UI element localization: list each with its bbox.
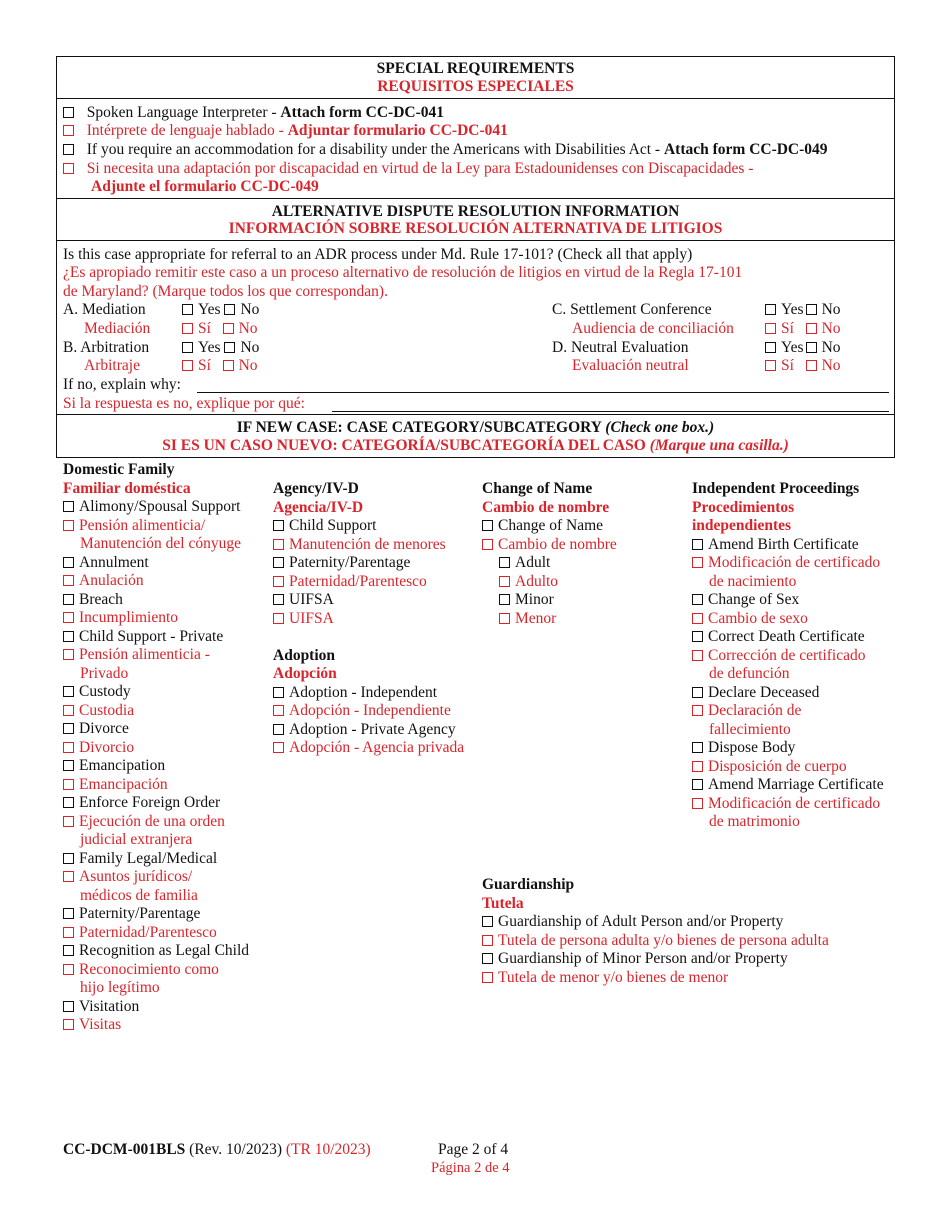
ada-option-es-cont: Adjunte el formulario CC-DC-049 — [91, 178, 319, 195]
option-es[interactable] — [63, 868, 249, 887]
adr-question: Is this case appropriate for referral to an ADR process under Md. Rule 17-101? (Check all that apply) — [63, 246, 693, 263]
option-label: Guardianship of Minor Person and/or Property — [498, 950, 788, 967]
checkbox[interactable] — [223, 360, 234, 371]
checkbox[interactable] — [63, 1019, 74, 1030]
interpreter-option-es[interactable]: Intérprete de lenguaje hablado - Adjuntar formulario CC-DC-041 — [63, 122, 508, 141]
checkbox[interactable] — [223, 323, 234, 334]
adr-mediation-label: A. Mediation — [63, 301, 146, 318]
option-es[interactable] — [273, 573, 464, 592]
name-change-minor[interactable]: Minor — [482, 591, 617, 610]
option[interactable] — [63, 683, 249, 702]
adr-question-es-2: de Maryland? (Marque todos los que correspondan). — [63, 283, 388, 300]
option-label: de matrimonio — [709, 813, 800, 830]
option-label: Recognition as Legal Child — [79, 942, 250, 959]
checkbox[interactable] — [692, 761, 703, 772]
checkbox[interactable] — [63, 964, 74, 975]
option-label: Correct Death Certificate — [708, 628, 865, 645]
option-label: Adopción - Agencia privada — [289, 739, 465, 756]
arbitration-yes-no[interactable]: Yes No — [182, 339, 259, 358]
divider — [56, 240, 895, 241]
option-es[interactable] — [692, 554, 884, 573]
option-es-cont — [63, 665, 249, 684]
special-title-en: SPECIAL REQUIREMENTS — [376, 60, 575, 77]
independent-column — [692, 480, 884, 832]
option-label: Adoption - Private Agency — [289, 720, 456, 738]
option[interactable] — [273, 517, 464, 536]
checkbox[interactable] — [765, 360, 776, 371]
option[interactable] — [692, 776, 884, 795]
option-label: Declaración de — [708, 702, 802, 719]
option[interactable] — [63, 628, 249, 647]
option[interactable] — [63, 720, 249, 739]
checkbox[interactable] — [273, 539, 284, 550]
checkbox[interactable] — [273, 613, 284, 624]
name-change-column — [482, 480, 617, 628]
option-label: Child Support — [289, 517, 377, 534]
option-es[interactable] — [63, 702, 249, 721]
adr-settlement-label: C. Settlement Conference — [552, 301, 712, 318]
divider — [56, 98, 895, 99]
checkbox[interactable] — [63, 927, 74, 938]
interpreter-option[interactable]: Spoken Language Interpreter - Attach form CC-DC-041 — [63, 104, 444, 123]
option-es[interactable] — [273, 702, 464, 721]
checkbox[interactable] — [482, 972, 493, 983]
checkbox[interactable] — [182, 323, 193, 334]
checkbox[interactable] — [692, 650, 703, 661]
checkbox[interactable] — [692, 613, 703, 624]
option-es[interactable] — [273, 739, 464, 758]
checkbox[interactable] — [224, 342, 235, 353]
option-label: Declare Deceased — [708, 683, 820, 701]
checkbox[interactable] — [806, 360, 817, 371]
settlement-yes-no[interactable]: Yes No — [765, 301, 841, 320]
checkbox[interactable] — [63, 871, 74, 882]
checkbox[interactable] — [499, 594, 510, 605]
form-number: CC-DCM-001BLS (Rev. 10/2023) (TR 10/2023) — [63, 1141, 371, 1158]
checkbox[interactable] — [63, 779, 74, 790]
option-es-cont — [692, 721, 884, 740]
checkbox[interactable] — [63, 612, 74, 623]
checkbox[interactable] — [692, 631, 703, 642]
option-es-cont — [692, 665, 884, 684]
checkbox[interactable] — [63, 144, 74, 155]
mediation-yes-no[interactable]: Yes No — [182, 301, 259, 320]
option-label: UIFSA — [289, 591, 334, 608]
guardianship-head-es: Tutela — [482, 894, 524, 912]
option-label: Alimony/Spousal Support — [79, 498, 241, 515]
option[interactable] — [63, 794, 249, 813]
option-label: judicial extranjera — [80, 831, 193, 848]
independent-head: Independent Proceedings — [692, 480, 860, 497]
newcase-title-es: SI ES UN CASO NUEVO: CATEGORÍA/SUBCATEGORÍA DEL CASO (Marque una casilla.) — [162, 437, 789, 454]
option[interactable] — [273, 721, 464, 740]
name-change-option[interactable]: Change of Name — [482, 517, 617, 536]
name-change-adult-es[interactable]: Adulto — [482, 573, 617, 592]
checkbox[interactable] — [224, 304, 235, 315]
agency-column — [273, 480, 464, 758]
option-label: hijo legítimo — [80, 979, 160, 996]
checkbox[interactable] — [482, 520, 493, 531]
independent-head-es-2: independientes — [692, 517, 792, 534]
checkbox[interactable] — [63, 163, 74, 174]
option-label: Enforce Foreign Order — [79, 794, 221, 811]
option-label: Incumplimiento — [79, 609, 179, 626]
option-label: Pensión alimenticia - — [79, 646, 210, 663]
checkbox[interactable] — [63, 501, 74, 512]
newcase-title-en: IF NEW CASE: CASE CATEGORY/SUBCATEGORY (Check one box.) — [236, 419, 715, 436]
option[interactable] — [692, 684, 884, 703]
agency-list — [273, 517, 464, 628]
checkbox[interactable] — [63, 908, 74, 919]
option-label: Annulment — [79, 553, 149, 571]
checkbox[interactable] — [273, 687, 284, 698]
option-es[interactable] — [692, 758, 884, 777]
checkbox[interactable] — [499, 557, 510, 568]
option-label: Emancipación — [79, 775, 168, 793]
option[interactable] — [692, 739, 884, 758]
option-label: Amend Marriage Certificate — [708, 776, 884, 793]
option[interactable] — [692, 628, 884, 647]
checkbox[interactable] — [63, 723, 74, 734]
option-label: de nacimiento — [709, 572, 797, 590]
checkbox[interactable] — [182, 360, 193, 371]
settlement-si-no[interactable]: Sí No — [765, 320, 841, 339]
option-label: UIFSA — [289, 609, 334, 627]
option-label: Paternidad/Parentesco — [289, 572, 427, 590]
option-label: Paternity/Parentage — [289, 554, 411, 571]
option-label: médicos de familia — [80, 886, 198, 904]
adr-settlement-label-es: Audiencia de conciliación — [572, 320, 734, 337]
option-label: de defunción — [709, 665, 790, 682]
checkbox[interactable] — [63, 945, 74, 956]
option-label: Tutela de menor y/o bienes de menor — [498, 968, 729, 986]
adr-title-es: INFORMACIÓN SOBRE RESOLUCIÓN ALTERNATIVA DE LITIGIOS — [228, 220, 723, 237]
special-title-es: REQUISITOS ESPECIALES — [377, 78, 574, 95]
checkbox[interactable] — [482, 935, 493, 946]
option-label: Adoption - Independent — [289, 683, 438, 701]
ada-option[interactable]: If you require an accommodation for a disability under the Americans with Disabilities Act - Attach form CC-DC-049 — [63, 141, 828, 160]
option-label: fallecimiento — [709, 720, 791, 738]
checkbox[interactable] — [692, 687, 703, 698]
option-es[interactable] — [63, 572, 249, 591]
option-label: Asuntos jurídicos/ — [79, 868, 193, 885]
domestic-family-column — [63, 461, 249, 1035]
checkbox[interactable] — [63, 594, 74, 605]
option-label: Disposición de cuerpo — [708, 757, 847, 775]
page-number-es: Página 2 de 4 — [431, 1160, 510, 1176]
checkbox[interactable] — [692, 539, 703, 550]
arbitration-si-no[interactable]: Sí No — [182, 357, 258, 376]
option-label: Pensión alimenticia/ — [79, 516, 206, 534]
option-es-cont — [63, 535, 249, 554]
option-label: Reconocimiento como — [79, 960, 219, 978]
divider — [56, 198, 895, 199]
checkbox[interactable] — [182, 342, 193, 353]
option-label: Family Legal/Medical — [79, 849, 218, 867]
checkbox[interactable] — [63, 520, 74, 531]
option-label: Modificación de certificado — [708, 794, 881, 812]
checkbox[interactable] — [806, 323, 817, 334]
checkbox[interactable] — [765, 323, 776, 334]
option-label: Ejecución de una orden — [79, 812, 225, 830]
checkbox[interactable] — [63, 686, 74, 697]
checkbox[interactable] — [63, 575, 74, 586]
checkbox[interactable] — [273, 742, 284, 753]
checkbox[interactable] — [182, 304, 193, 315]
option[interactable] — [63, 998, 249, 1017]
explain-label-es: Si la respuesta es no, explique por qué: — [63, 395, 305, 412]
option-es[interactable] — [63, 776, 249, 795]
option-label: Change of Sex — [708, 591, 800, 608]
guardianship-column — [482, 876, 829, 987]
adr-title-en: ALTERNATIVE DISPUTE RESOLUTION INFORMATION — [271, 203, 680, 220]
guardianship-list — [482, 913, 829, 987]
guardianship-head: Guardianship — [482, 876, 575, 893]
name-change-head: Change of Name — [482, 480, 593, 497]
option[interactable] — [63, 942, 249, 961]
option-label: Breach — [79, 590, 123, 608]
option-label: Visitation — [79, 997, 140, 1015]
option-es-cont — [63, 887, 249, 906]
explain-field[interactable] — [197, 392, 889, 393]
checkbox[interactable] — [806, 342, 817, 353]
option-es[interactable] — [63, 517, 249, 536]
explain-label: If no, explain why: — [63, 376, 181, 393]
option-label: Divorcio — [79, 738, 135, 756]
checkbox[interactable] — [806, 304, 817, 315]
checkbox[interactable] — [63, 742, 74, 753]
option-es[interactable] — [63, 1016, 249, 1035]
option-es[interactable] — [692, 647, 884, 666]
option-label: Cambio de sexo — [708, 609, 808, 627]
adr-arbitration-label: B. Arbitration — [63, 339, 150, 356]
checkbox[interactable] — [482, 916, 493, 927]
option-es-cont — [63, 831, 249, 850]
neutral-si-no[interactable]: Sí No — [765, 357, 841, 376]
ada-option-es[interactable]: Si necesita una adaptación por discapacidad en virtud de la Ley para Estadounidenses con Discapacidades - — [63, 160, 753, 179]
option-es[interactable] — [273, 610, 464, 629]
option[interactable] — [273, 591, 464, 610]
option[interactable] — [63, 850, 249, 869]
checkbox[interactable] — [765, 304, 776, 315]
option-label: Manutención de menores — [289, 535, 446, 553]
checkbox[interactable] — [692, 594, 703, 605]
agency-head: Agency/IV-D — [273, 480, 359, 497]
option-es[interactable] — [273, 536, 464, 555]
option-es[interactable] — [63, 961, 249, 980]
checkbox[interactable] — [273, 557, 284, 568]
adr-mediation-label-es: Mediación — [84, 320, 151, 337]
option-label: Dispose Body — [708, 739, 796, 756]
option-es[interactable] — [482, 969, 829, 988]
option-label: Divorce — [79, 720, 129, 737]
checkbox[interactable] — [273, 576, 284, 587]
option-label: Corrección de certificado — [708, 646, 866, 664]
option-es[interactable] — [63, 924, 249, 943]
option[interactable] — [63, 591, 249, 610]
checkbox[interactable] — [63, 107, 74, 118]
option[interactable] — [63, 905, 249, 924]
option-label: Adopción - Independiente — [289, 702, 451, 719]
domestic-head: Domestic Family — [63, 461, 175, 478]
checkbox[interactable] — [482, 539, 493, 550]
option-es[interactable] — [692, 610, 884, 629]
option-label: Modificación de certificado — [708, 554, 881, 571]
option-label: Emancipation — [79, 757, 166, 774]
checkbox[interactable] — [273, 724, 284, 735]
checkbox[interactable] — [692, 798, 703, 809]
explain-field-es[interactable] — [332, 411, 889, 412]
adr-question-es: ¿Es apropiado remitir este caso a un proceso alternativo de resolución de litigios en virtud de la Regla 17-101 — [63, 264, 743, 281]
option-label: Visitas — [79, 1016, 122, 1033]
checkbox[interactable] — [765, 342, 776, 353]
independent-head-es: Procedimientos — [692, 498, 795, 516]
checkbox[interactable] — [63, 705, 74, 716]
checkbox[interactable] — [63, 631, 74, 642]
checkbox[interactable] — [273, 705, 284, 716]
adoption-head: Adoption — [273, 646, 336, 664]
option[interactable] — [63, 757, 249, 776]
name-change-minor-es[interactable]: Menor — [482, 610, 617, 629]
option-label: Amend Birth Certificate — [708, 535, 859, 553]
option-es-cont — [692, 573, 884, 592]
neutral-yes-no[interactable]: Yes No — [765, 339, 841, 358]
divider — [56, 414, 895, 415]
name-change-option-es[interactable]: Cambio de nombre — [482, 536, 617, 555]
option-label: Paternity/Parentage — [79, 905, 201, 922]
checkbox[interactable] — [63, 1001, 74, 1012]
option-label: Custodia — [79, 701, 135, 719]
checkbox[interactable] — [273, 520, 284, 531]
option-label: Anulación — [79, 572, 144, 589]
checkbox[interactable] — [482, 953, 493, 964]
option-es[interactable] — [63, 646, 249, 665]
checkbox[interactable] — [273, 594, 284, 605]
option-es[interactable] — [63, 739, 249, 758]
option-es[interactable] — [692, 702, 884, 721]
adoption-head-es: Adopción — [273, 665, 337, 682]
option-es-cont — [692, 813, 884, 832]
option[interactable] — [63, 554, 249, 573]
checkbox[interactable] — [692, 779, 703, 790]
option[interactable] — [482, 913, 829, 932]
adr-neutral-label-es: Evaluación neutral — [572, 357, 689, 374]
option-label: Custody — [79, 683, 131, 700]
checkbox[interactable] — [63, 816, 74, 827]
checkbox[interactable] — [692, 705, 703, 716]
checkbox[interactable] — [63, 797, 74, 808]
option[interactable] — [692, 591, 884, 610]
checkbox[interactable] — [63, 557, 74, 568]
option-es-cont — [63, 979, 249, 998]
checkbox[interactable] — [63, 125, 74, 136]
domestic-list — [63, 498, 249, 1035]
option[interactable] — [273, 554, 464, 573]
option[interactable] — [692, 536, 884, 555]
page-number: Page 2 of 4 — [438, 1141, 509, 1158]
option[interactable] — [63, 498, 249, 517]
option-label: Privado — [80, 664, 129, 682]
name-change-head-es: Cambio de nombre — [482, 498, 610, 516]
name-change-adult[interactable]: Adult — [482, 554, 617, 573]
checkbox[interactable] — [63, 760, 74, 771]
checkbox[interactable] — [499, 576, 510, 587]
option-es[interactable] — [63, 609, 249, 628]
independent-list — [692, 536, 884, 832]
checkbox[interactable] — [692, 742, 703, 753]
option-label: Tutela de persona adulta y/o bienes de persona adulta — [498, 931, 829, 949]
checkbox[interactable] — [499, 613, 510, 624]
mediation-si-no[interactable]: Sí No — [182, 320, 258, 339]
option-es[interactable] — [63, 813, 249, 832]
checkbox[interactable] — [63, 649, 74, 660]
option-label: Manutención del cónyuge — [80, 535, 241, 552]
option-label: Paternidad/Parentesco — [79, 923, 217, 941]
option-es[interactable] — [482, 932, 829, 951]
agency-head-es: Agencia/IV-D — [273, 498, 364, 516]
adoption-list — [273, 684, 464, 758]
option[interactable] — [273, 684, 464, 703]
checkbox[interactable] — [692, 557, 703, 568]
option[interactable] — [482, 950, 829, 969]
option-es[interactable] — [692, 795, 884, 814]
option-label: Child Support - Private — [79, 627, 224, 645]
domestic-head-es: Familiar doméstica — [63, 479, 191, 497]
checkbox[interactable] — [63, 853, 74, 864]
option-label: Guardianship of Adult Person and/or Property — [498, 913, 784, 930]
adr-neutral-label: D. Neutral Evaluation — [552, 339, 689, 356]
adr-arbitration-label-es: Arbitraje — [84, 357, 140, 374]
